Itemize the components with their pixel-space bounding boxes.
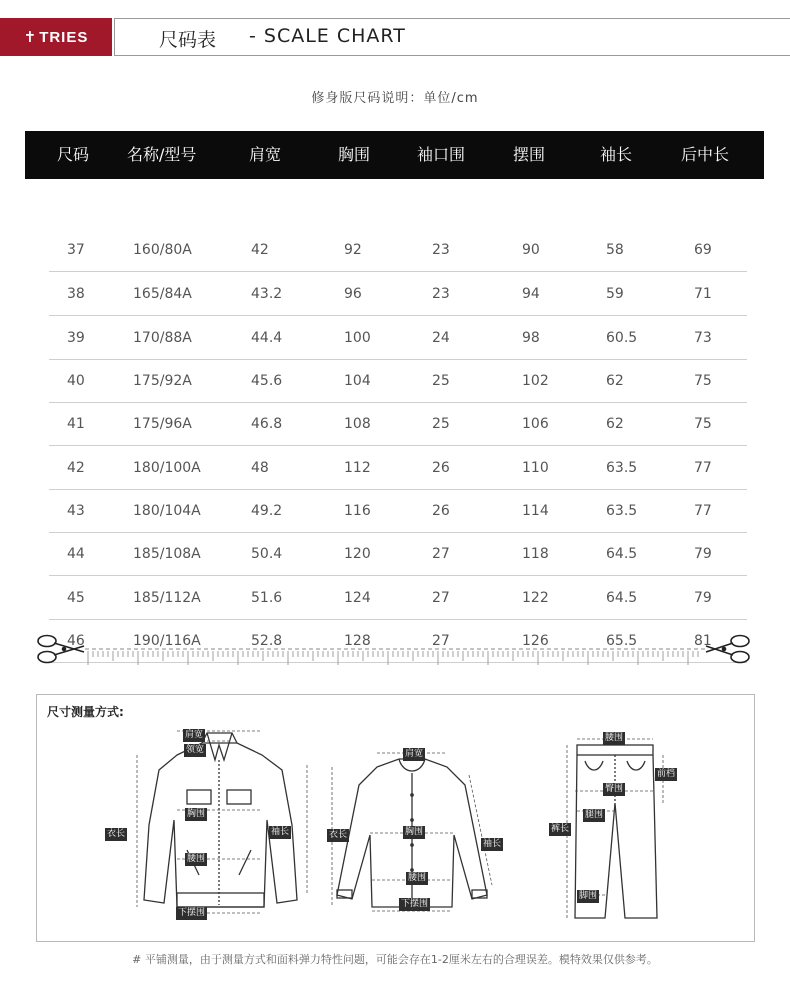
- table-row: [49, 273, 747, 316]
- table-cell: 90: [522, 242, 540, 258]
- label-shirt-length: 衣长: [329, 830, 348, 840]
- table-cell: 38: [67, 286, 85, 302]
- table-cell: 106: [522, 416, 549, 432]
- col-sleeve: 袖长: [600, 145, 633, 164]
- table-cell: 43: [67, 503, 85, 519]
- table-cell: 92: [344, 242, 362, 258]
- label-pants-length: 裤长: [551, 824, 570, 834]
- col-chest: 胸围: [338, 145, 371, 164]
- table-cell: 63.5: [606, 460, 638, 476]
- table-cell: 124: [344, 590, 371, 606]
- table-cell: 25: [432, 416, 450, 432]
- label-shirt-hem: 下摆围: [401, 899, 429, 909]
- col-cuff: 袖口围: [417, 145, 466, 164]
- table-cell: 24: [432, 330, 450, 346]
- table-cell: 23: [432, 242, 450, 258]
- title-chinese: 尺码表: [159, 29, 217, 51]
- table-cell: 42: [251, 242, 269, 258]
- table-cell: 25: [432, 373, 450, 389]
- table-cell: 185/108A: [133, 546, 201, 562]
- measurement-footnote: # 平铺测量，由于测量方式和面料弹力特性问题，可能会存在1-2厘米左右的合理误差。模特效果仅供参考。: [132, 953, 658, 966]
- table-cell: 48: [251, 460, 269, 476]
- table-cell: 27: [432, 633, 450, 649]
- table-cell: 64.5: [606, 546, 638, 562]
- table-cell: 65.5: [606, 633, 638, 649]
- table-cell: 63.5: [606, 503, 638, 519]
- table-cell: 112: [344, 460, 371, 476]
- brand-mark-icon: ✝: [23, 28, 37, 46]
- table-cell: 79: [694, 590, 712, 606]
- table-cell: 39: [67, 330, 85, 346]
- table-cell: 170/88A: [133, 330, 192, 346]
- table-cell: 114: [522, 503, 549, 519]
- measurement-guide: [36, 694, 755, 942]
- table-cell: 160/80A: [133, 242, 192, 258]
- label-jacket-sleeve: 袖长: [271, 827, 290, 837]
- table-row: [49, 360, 747, 403]
- scissors-left-icon: [38, 636, 84, 663]
- table-row: [49, 229, 747, 272]
- table-row: [49, 490, 747, 533]
- label-shirt-chest: 胸围: [405, 827, 424, 837]
- col-model: 名称/型号: [127, 145, 197, 164]
- table-cell: 44: [67, 546, 85, 562]
- jacket-diagram: [107, 725, 337, 920]
- table-cell: 102: [522, 373, 549, 389]
- table-cell: 75: [694, 416, 712, 432]
- label-jacket-waist: 腰围: [187, 854, 206, 864]
- table-row: [49, 533, 747, 576]
- table-cell: 180/100A: [133, 460, 201, 476]
- table-cell: 120: [344, 546, 371, 562]
- table-cell: 62: [606, 416, 624, 432]
- label-shirt-waist: 腰围: [408, 873, 427, 883]
- table-cell: 45.6: [251, 373, 283, 389]
- table-cell: 79: [694, 546, 712, 562]
- table-cell: 126: [522, 633, 549, 649]
- label-jacket-chest: 胸围: [187, 809, 206, 819]
- table-cell: 100: [344, 330, 371, 346]
- table-row: [49, 447, 747, 490]
- table-cell: 69: [694, 242, 712, 258]
- table-cell: 94: [522, 286, 540, 302]
- unit-note: 修身版尺码说明：单位/cm: [311, 91, 479, 106]
- table-cell: 73: [694, 330, 712, 346]
- scissors-right-icon: [706, 636, 749, 663]
- table-cell: 27: [432, 546, 450, 562]
- table-cell: 175/96A: [133, 416, 192, 432]
- table-cell: 59: [606, 286, 624, 302]
- measurement-title: 尺寸测量方式:: [47, 705, 124, 719]
- table-row: [49, 577, 747, 620]
- col-back-length: 后中长: [681, 145, 730, 164]
- table-cell: 51.6: [251, 590, 283, 606]
- cut-line-ruler: [0, 626, 790, 676]
- col-size: 尺码: [57, 145, 90, 164]
- col-hem: 摆围: [513, 145, 546, 164]
- table-cell: 26: [432, 503, 450, 519]
- label-pants-thigh: 腿围: [585, 810, 604, 820]
- table-cell: 96: [344, 286, 362, 302]
- table-cell: 64.5: [606, 590, 638, 606]
- table-cell: 128: [344, 633, 371, 649]
- table-cell: 165/84A: [133, 286, 192, 302]
- label-pants-hip: 臀围: [605, 784, 624, 794]
- table-cell: 52.8: [251, 633, 283, 649]
- table-cell: 77: [694, 460, 712, 476]
- table-cell: 40: [67, 373, 85, 389]
- table-cell: 116: [344, 503, 371, 519]
- table-cell: 62: [606, 373, 624, 389]
- table-row: [49, 403, 747, 446]
- table-cell: 60.5: [606, 330, 638, 346]
- table-cell: 71: [694, 286, 712, 302]
- title-english: - SCALE CHART: [249, 25, 406, 47]
- table-cell: 44.4: [251, 330, 283, 346]
- table-cell: 42: [67, 460, 85, 476]
- table-cell: 37: [67, 242, 85, 258]
- table-header: [25, 131, 764, 179]
- label-pants-front-rise: 前档: [657, 769, 676, 779]
- table-cell: 58: [606, 242, 624, 258]
- size-table: [25, 131, 764, 649]
- table-cell: 27: [432, 590, 450, 606]
- brand-logo: [0, 18, 112, 56]
- table-cell: 108: [344, 416, 371, 432]
- table-cell: 122: [522, 590, 549, 606]
- table-cell: 118: [522, 546, 549, 562]
- page-header: [0, 0, 790, 60]
- table-cell: 23: [432, 286, 450, 302]
- table-cell: 77: [694, 503, 712, 519]
- table-cell: 46: [67, 633, 85, 649]
- table-cell: 180/104A: [133, 503, 201, 519]
- brand-name: TRIES: [39, 28, 89, 46]
- table-cell: 49.2: [251, 503, 283, 519]
- label-jacket-shoulder: 肩宽: [185, 730, 204, 740]
- title-bar: [114, 18, 790, 56]
- table-cell: 190/116A: [133, 633, 201, 649]
- label-jacket-collar: 领宽: [186, 745, 205, 755]
- table-cell: 185/112A: [133, 590, 201, 606]
- table-cell: 50.4: [251, 546, 283, 562]
- table-cell: 98: [522, 330, 540, 346]
- table-cell: 110: [522, 460, 549, 476]
- table-cell: 43.2: [251, 286, 283, 302]
- label-jacket-length: 衣长: [107, 829, 126, 839]
- table-cell: 46.8: [251, 416, 283, 432]
- table-cell: 81: [694, 633, 712, 649]
- table-cell: 45: [67, 590, 85, 606]
- label-pants-leg-opening: 脚围: [579, 891, 598, 901]
- label-jacket-hem: 下摆围: [178, 908, 206, 918]
- label-pants-waist: 腰围: [605, 733, 624, 743]
- label-shirt-sleeve: 袖长: [483, 839, 502, 849]
- col-shoulder: 肩宽: [249, 145, 282, 164]
- table-row: [49, 317, 747, 360]
- table-cell: 104: [344, 373, 371, 389]
- table-cell: 75: [694, 373, 712, 389]
- table-cell: 175/92A: [133, 373, 192, 389]
- label-shirt-shoulder: 肩宽: [405, 749, 424, 759]
- table-cell: 26: [432, 460, 450, 476]
- table-cell: 41: [67, 416, 85, 432]
